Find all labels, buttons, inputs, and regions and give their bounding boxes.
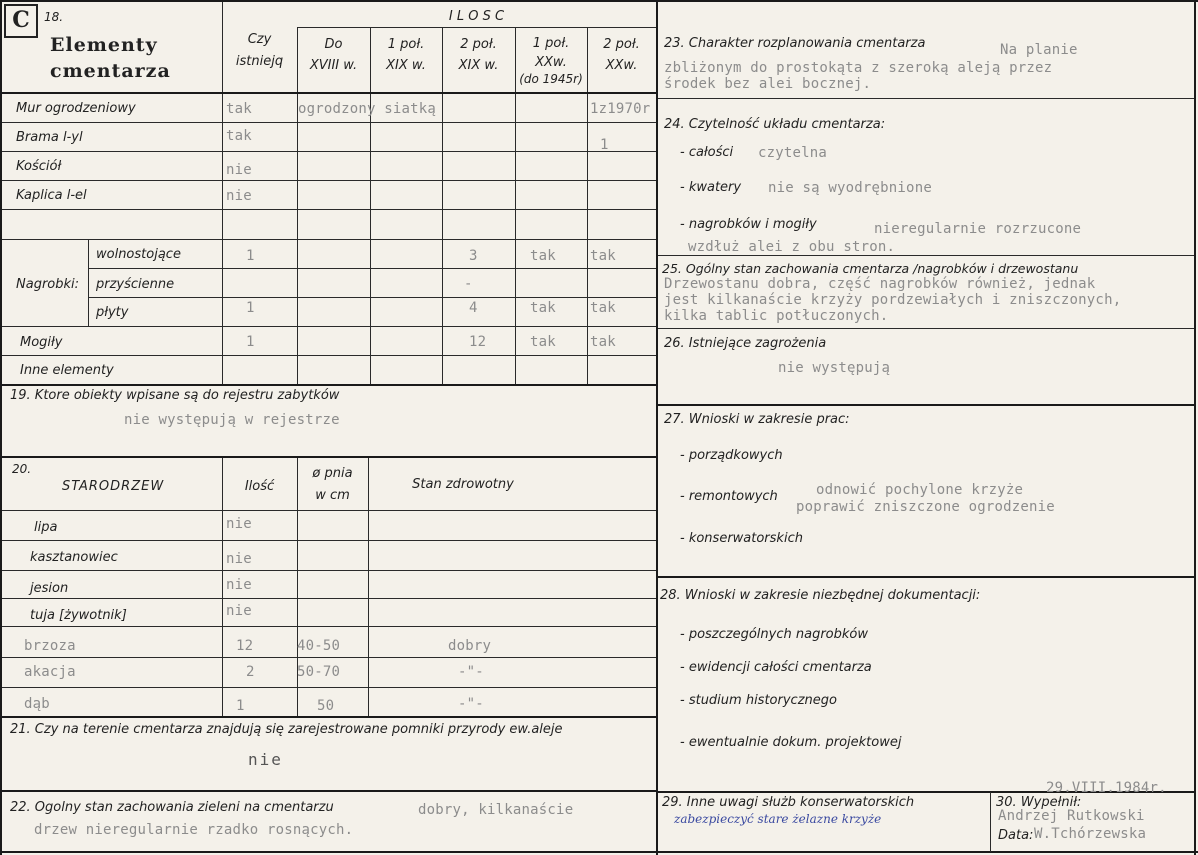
section-27-bottom [658,576,1194,578]
section-27-rem-v2: poprawić zniszczone ogrodzenie [796,499,1055,515]
tree-count: 2 [246,664,255,680]
cell-value: tak [226,101,252,117]
row-przyscienne: przyścienne [96,277,175,292]
col-header: XIX w. [386,58,426,73]
ilosc-underline [297,27,656,28]
section-25-label: 25. Ogólny stan zachowania cmentarza /nagrobków i drzewostanu [662,261,1079,276]
tree-health: -"- [458,664,484,680]
section-24-nagrobki-value: nieregularnie rozrzucone [874,221,1082,237]
section-30-name: Andrzej Rutkowski [998,808,1145,824]
col-header: XXw. [605,58,638,73]
section-25-v3: kilka tablic potłuczonych. [664,308,889,324]
col-line-6 [587,28,588,384]
section-24-kwatery-value: nie są wyodrębnione [768,180,932,196]
title-line1: Elementy [50,34,158,56]
section-27-porz: - porządkowych [680,448,783,463]
row-line [2,180,656,181]
row-nagrobki: Nagrobki: [16,277,80,292]
section-30-name2: W.Tchórzewska [1034,826,1147,842]
cell-value: nie [226,162,252,178]
col-header: (do 1945r) [519,72,583,86]
section-28-item4: - ewentualnie dokum. projektowej [680,735,902,750]
header-czy: Czy [247,32,272,47]
table-bottom [2,384,656,386]
s20-pnia2: w cm [315,488,350,503]
cell-value: 12 [469,334,487,350]
tree-health: -"- [458,696,484,712]
cell-value: 1 [246,248,255,264]
section-22-v1: dobry, kilkanaście [418,802,574,818]
cell-value: 1 [246,300,255,316]
cell-value: 1z1970r [590,101,651,117]
cell-value: tak [590,248,616,264]
cell-value: 3 [469,248,478,264]
title-line2: cmentarza [50,60,171,82]
section-25-v1: Drzewostanu dobra, część nagrobków również, jednak [664,276,1096,292]
header-bottom [2,92,656,94]
tree-name: jesion [30,581,69,596]
col-line-2 [297,28,298,384]
col-header: XVIII w. [309,58,358,73]
section-28-item1: - poszczególnych nagrobków [680,627,868,642]
section-21-value: nie [248,750,283,769]
section-23-bottom [658,98,1194,99]
s20-row-line [2,570,656,571]
cell-value: 1 [246,334,255,350]
tree-count: nie [226,603,252,619]
cell-value: tak [530,334,556,350]
section-28-label: 28. Wnioski w zakresie niezbędnej dokumentacji: [660,588,981,603]
tree-count: 1 [236,698,245,714]
row-line [88,297,656,298]
row-mogily: Mogiły [20,335,63,350]
s29-s30-divider [990,792,991,852]
row-inne: Inne elementy [20,363,114,378]
tree-health: dobry [448,638,492,654]
section-29-label: 29. Inne uwagi służb konserwatorskich [662,795,915,810]
section-27-label: 27. Wnioski w zakresie prac: [664,412,850,427]
col-header: 1 poł. [387,37,425,52]
section-24-calosci: - całości [680,145,734,160]
row-line [2,326,656,327]
header-ilosc: I L O S C [448,9,505,24]
cell-value: tak [530,248,556,264]
row-mur: Mur ogrodzeniowy [16,101,136,116]
tree-name: dąb [24,696,50,712]
section-24-calosci-value: czytelna [758,145,828,161]
cell-value: ogrodzony siatką [298,101,437,117]
s20-row-line [2,626,656,627]
section-22-label: 22. Ogolny stan zachowania zieleni na cmentarzu [10,800,334,815]
s20-header-bottom [2,510,656,511]
col-header: Do [324,37,343,52]
col-header: XIX w. [458,58,499,73]
tree-diameter: 40-50 [297,638,341,654]
section-23-v1: Na planie [1000,42,1078,58]
s20-ilosc: Ilość [244,479,275,494]
col-line-3 [370,28,371,384]
tree-diameter: 50 [317,698,335,714]
section-30-label: 30. Wypełnił: [996,795,1082,810]
row-kosciol: Kościół [16,159,62,174]
section-26-value: nie występują [778,360,891,376]
s20-col-1 [222,458,223,716]
s20-col-3 [368,458,369,716]
section-26-bottom [658,404,1194,406]
row-brama: Brama l-yl [16,130,83,145]
row-line [2,122,656,123]
section-27-rem-v1: odnowić pochylone krzyże [816,482,1024,498]
section-24-bottom [658,255,1194,256]
section-28-item3: - studium historycznego [680,693,837,708]
section-25-bottom [658,328,1194,329]
s20-row-line [2,598,656,599]
section-29-value: zabezpieczyć stare żelazne krzyże [674,812,882,826]
header-istnieja: istniejq [235,54,284,69]
col-header: 2 poł. [460,37,497,52]
section-23-label: 23. Charakter rozplanowania cmentarza [664,36,926,51]
col-header: 1 poł. [532,36,570,51]
s20-pnia1: ø pnia [312,466,353,481]
section-18-number: 18. [44,10,64,24]
section-19-value: nie występują w rejestrze [124,412,340,428]
section-27-rem: - remontowych [680,489,778,504]
tree-diameter: 50-70 [297,664,341,680]
section-24-nagrobki: - nagrobków i mogiły [680,217,817,232]
tree-count: nie [226,551,252,567]
tree-name: lipa [34,520,58,535]
cell-value: tak [590,300,616,316]
row-kaplica: Kaplica l-el [16,188,87,203]
s20-stan: Stan zdrowotny [412,477,514,492]
section-25-v2: jest kilkanaście krzyży pordzewiałych i zniszczonych, [664,292,1122,308]
col-header: XXw. [535,55,567,70]
tree-name: akacja [24,664,76,680]
s20-row-line [2,687,656,688]
tree-name: kasztanowiec [30,550,118,565]
section-26-label: 26. Istniejące zagrożenia [664,336,827,351]
tree-name: brzoza [24,638,76,654]
nagrobki-col-line [88,240,89,326]
section-21-label: 21. Czy na terenie cmentarza znajdują się zarejestrowane pomniki przyrody ew.aleje [10,722,563,737]
tree-count: 12 [236,638,254,654]
cell-value: tak [226,128,252,144]
s20-row-line [2,657,656,658]
row-plyty: płyty [96,305,129,320]
section-19-bottom [2,456,656,458]
s20-row-line [2,540,656,541]
s20-title: STARODRZEW [62,479,165,494]
section-24-kwatery: - kwatery [680,180,742,195]
cell-value: tak [590,334,616,350]
section-22-v2: drzew nieregularnie rzadko rosnących. [34,822,354,838]
frame-right [1194,0,1196,855]
section-19-label: 19. Ktore obiekty wpisane są do rejestru zabytków [10,388,340,403]
section-23-v2: zbliżonym do prostokąta z szeroką aleją przez [664,60,1053,76]
col-line-4 [442,28,443,384]
row-line [88,268,656,269]
section-30-date: 29.VIII.1984r. [1046,780,1167,796]
cell-value: - [464,276,473,292]
section-24-label: 24. Czytelność układu cmentarza: [664,117,886,132]
section-24-nagrobki-value2: wzdłuż alei z obu stron. [688,239,896,255]
section-27-kons: - konserwatorskich [680,531,803,546]
tree-count: nie [226,577,252,593]
row-line [2,355,656,356]
s20-number: 20. [12,462,32,476]
s20-bottom [2,716,656,718]
cell-value: 4 [469,300,478,316]
section-23-v3: środek bez alei bocznej. [664,76,872,92]
section-21-bottom [2,790,656,792]
cell-value: 1 [600,137,609,153]
frame-bottom [0,851,1198,853]
col-header: 2 poł. [603,37,640,52]
frame-left [0,0,2,855]
frame-top [0,0,1198,2]
row-wolnostojace: wolnostojące [96,247,181,262]
section-letter: C [4,4,38,38]
section-28-item2: - ewidencji całości cmentarza [680,660,872,675]
cell-value: nie [226,188,252,204]
row-line [2,239,656,240]
cell-value: tak [530,300,556,316]
section-30-date-label: Data: [998,828,1034,843]
tree-name: tuja [żywotnik] [30,608,127,623]
row-line [2,209,656,210]
tree-count: nie [226,516,252,532]
row-line [2,151,656,152]
center-divider [656,0,658,855]
